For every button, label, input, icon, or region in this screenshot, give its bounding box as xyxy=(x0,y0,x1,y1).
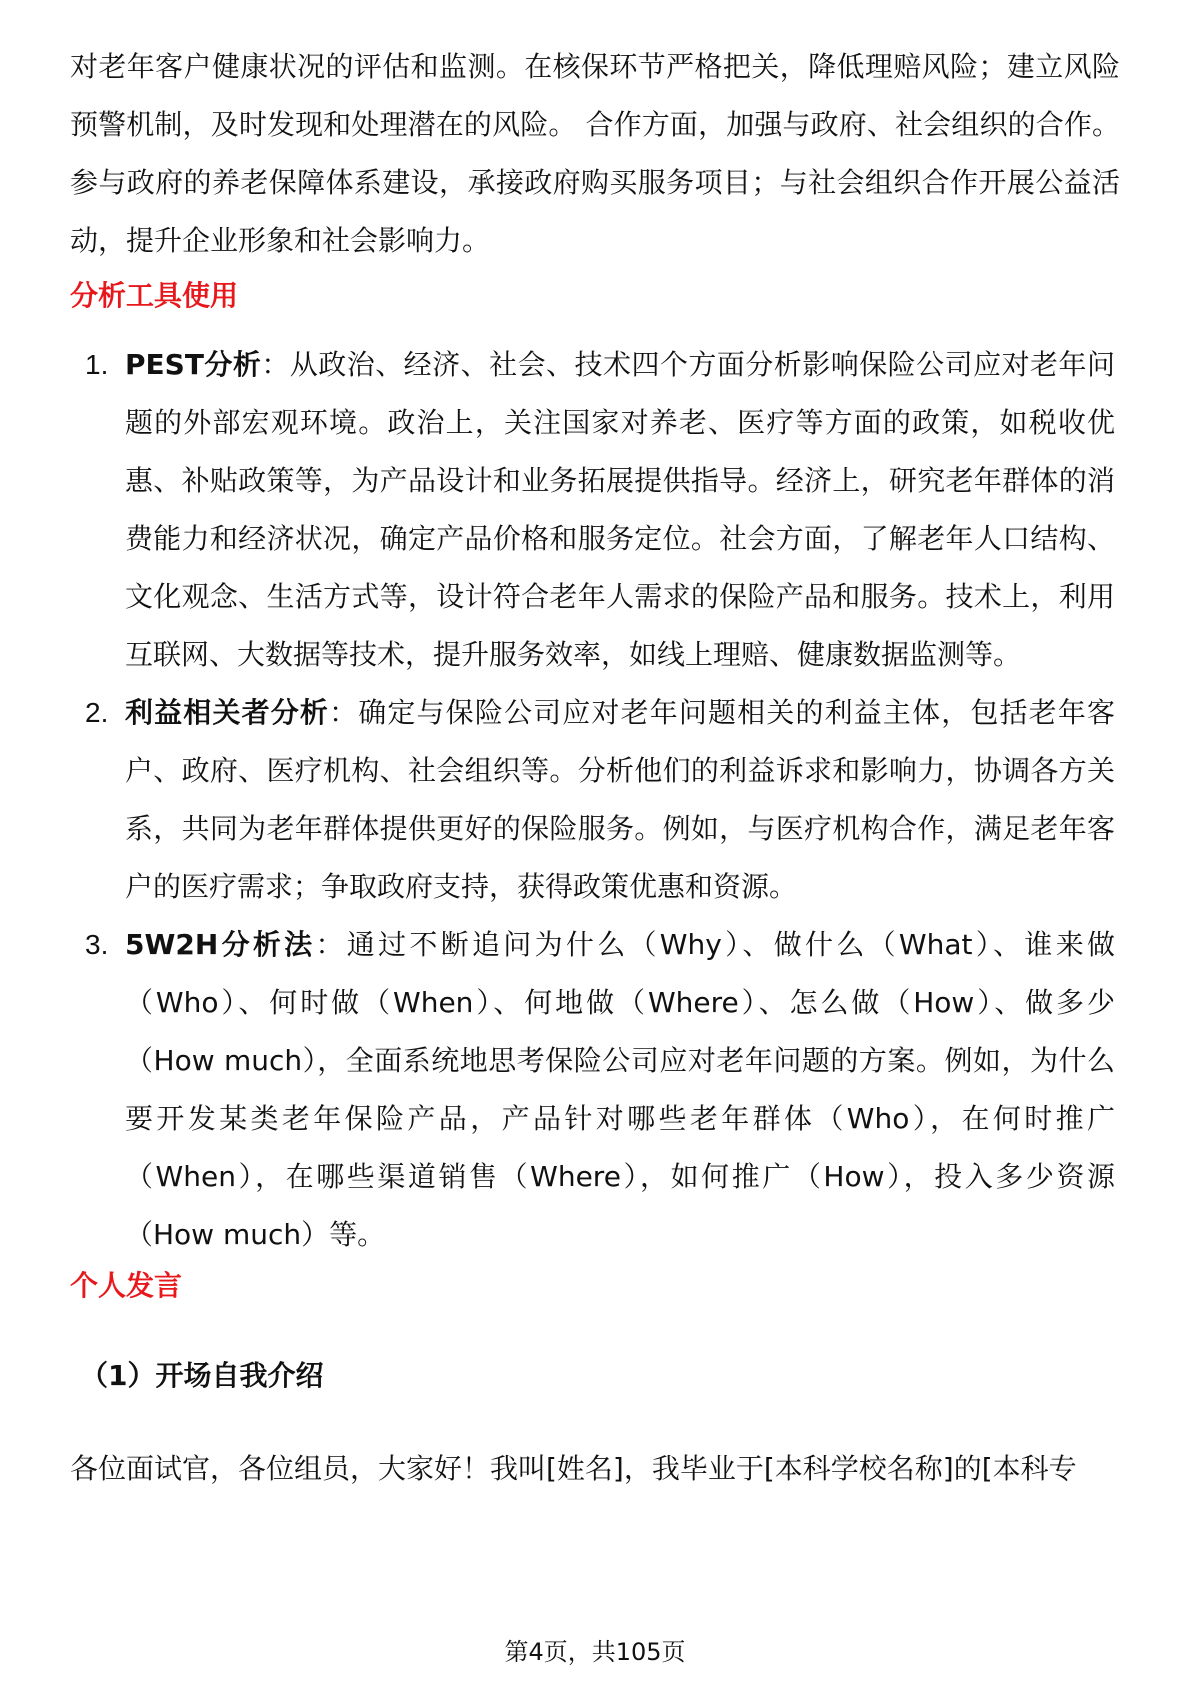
section-heading-personal-speech: 个人发言 xyxy=(70,1269,183,1302)
list-item-text: ：通过不断追问为什么（Why）、做什么（What）、谁来做（Who）、何时做（When）、何地做（Where）、怎么做（How）、做多少（How much），全面系统地思考保险公司应对老年问题的方案。例如，为什么要开发某类老年保险产品，产品针对哪些老年群体（Who），在何时推广（When），在哪些渠道销售（Where），如何推广（How），投入多少资源（How much）等。 xyxy=(125,928,1115,1251)
list-item xyxy=(0,336,1115,684)
section-heading-analysis-tools: 分析工具使用 xyxy=(70,279,239,312)
list-item xyxy=(0,916,1115,1264)
list-item-term: 5W2H分析法 xyxy=(125,928,316,961)
list-item-number: 2. xyxy=(85,697,109,728)
subheading-self-introduction: （1）开场自我介绍 xyxy=(80,1359,324,1392)
list-item-text: ：从政治、经济、社会、技术四个方面分析影响保险公司应对老年问题的外部宏观环境。政治上，关注国家对养老、医疗等方面的政策，如税收优惠、补贴政策等，为产品设计和业务拓展提供指导。经济上，研究老年群体的消费能力和经济状况，确定产品价格和服务定位。社会方面，了解老年人口结构、文化观念、生活方式等，设计符合老年人需求的保险产品和服务。技术上，利用互联网、大数据等技术，提升服务效率，如线上理赔、健康数据监测等。 xyxy=(125,348,1115,671)
analysis-tools-list xyxy=(0,336,1190,1264)
list-item-term: 利益相关者分析 xyxy=(125,696,330,729)
intro-paragraph: 对老年客户健康状况的评估和监测。在核保环节严格把关，降低理赔风险；建立风险预警机制，及时发现和处理潜在的风险。 合作方面，加强与政府、社会组织的合作。参与政府的养老保障体系建设，承接政府购买服务项目；与社会组织合作开展公益活动，提升企业形象和社会影响力。 xyxy=(70,50,1120,257)
list-item-term: PEST分析 xyxy=(125,348,262,381)
self-introduction-paragraph: 各位面试官，各位组员，大家好！我叫[姓名]，我毕业于[本科学校名称]的[本科专 xyxy=(70,1452,1077,1485)
page-number-footer: 第4页，共105页 xyxy=(504,1638,686,1666)
list-item-number: 3. xyxy=(85,929,109,960)
list-item-text: ：确定与保险公司应对老年问题相关的利益主体，包括老年客户、政府、医疗机构、社会组织等。分析他们的利益诉求和影响力，协调各方关系，共同为老年群体提供更好的保险服务。例如，与医疗机构合作，满足老年客户的医疗需求；争取政府支持，获得政策优惠和资源。 xyxy=(125,696,1115,903)
list-item-number: 1. xyxy=(85,349,109,380)
list-item xyxy=(0,684,1115,916)
